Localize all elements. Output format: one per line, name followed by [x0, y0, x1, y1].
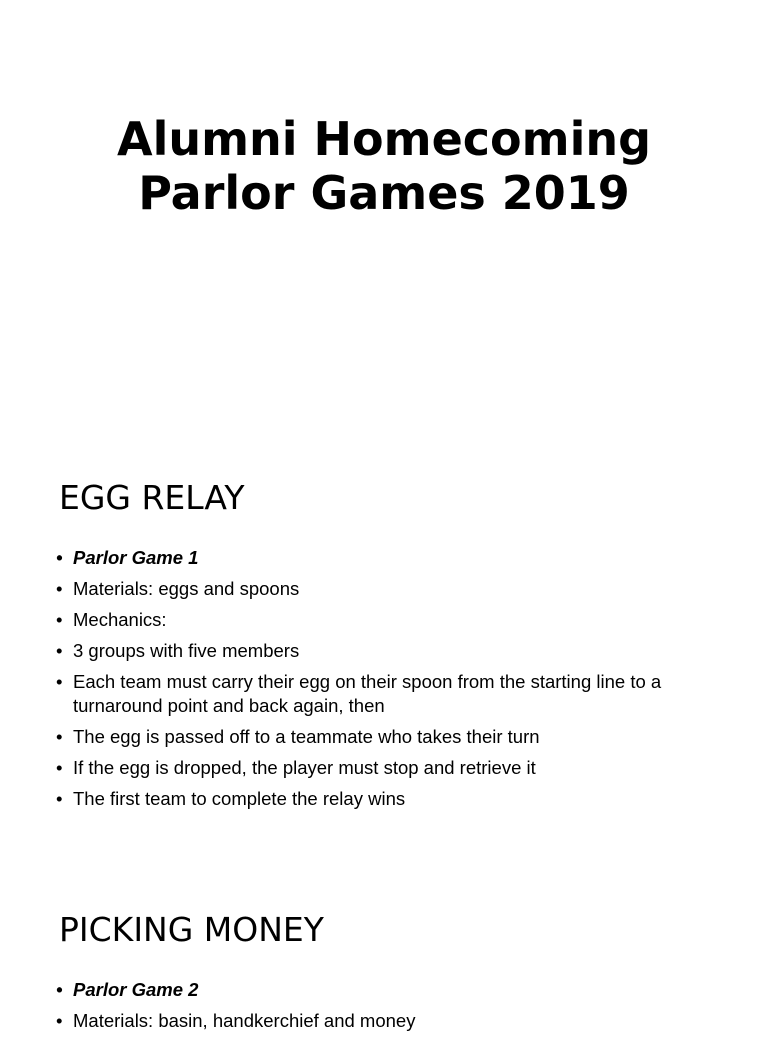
- page-title-line-2: Parlor Games 2019: [138, 166, 630, 220]
- list-item: • The first team to complete the relay wins: [56, 787, 716, 811]
- section-heading: EGG RELAY: [59, 478, 245, 517]
- list-item: • Parlor Game 1: [56, 546, 716, 570]
- bullet-list: [56, 978, 716, 1040]
- list-item: • If the egg is dropped, the player must stop and retrieve it: [56, 756, 716, 780]
- bullet-list: [56, 546, 716, 818]
- section-heading: PICKING MONEY: [59, 910, 324, 949]
- list-item: • Materials: eggs and spoons: [56, 577, 716, 601]
- title-slide: [0, 0, 768, 432]
- list-item: • Materials: basin, handkerchief and money: [56, 1009, 716, 1033]
- page-title: [0, 112, 768, 220]
- list-item: • Each team must carry their egg on their spoon from the starting line to a turnaround point and back again, then: [56, 670, 716, 718]
- list-item: • 3 groups with five members: [56, 639, 716, 663]
- list-item: • Parlor Game 2: [56, 978, 716, 1002]
- list-item: • The egg is passed off to a teammate who takes their turn: [56, 725, 716, 749]
- list-item: • Mechanics:: [56, 608, 716, 632]
- page-title-line-1: Alumni Homecoming: [116, 112, 652, 166]
